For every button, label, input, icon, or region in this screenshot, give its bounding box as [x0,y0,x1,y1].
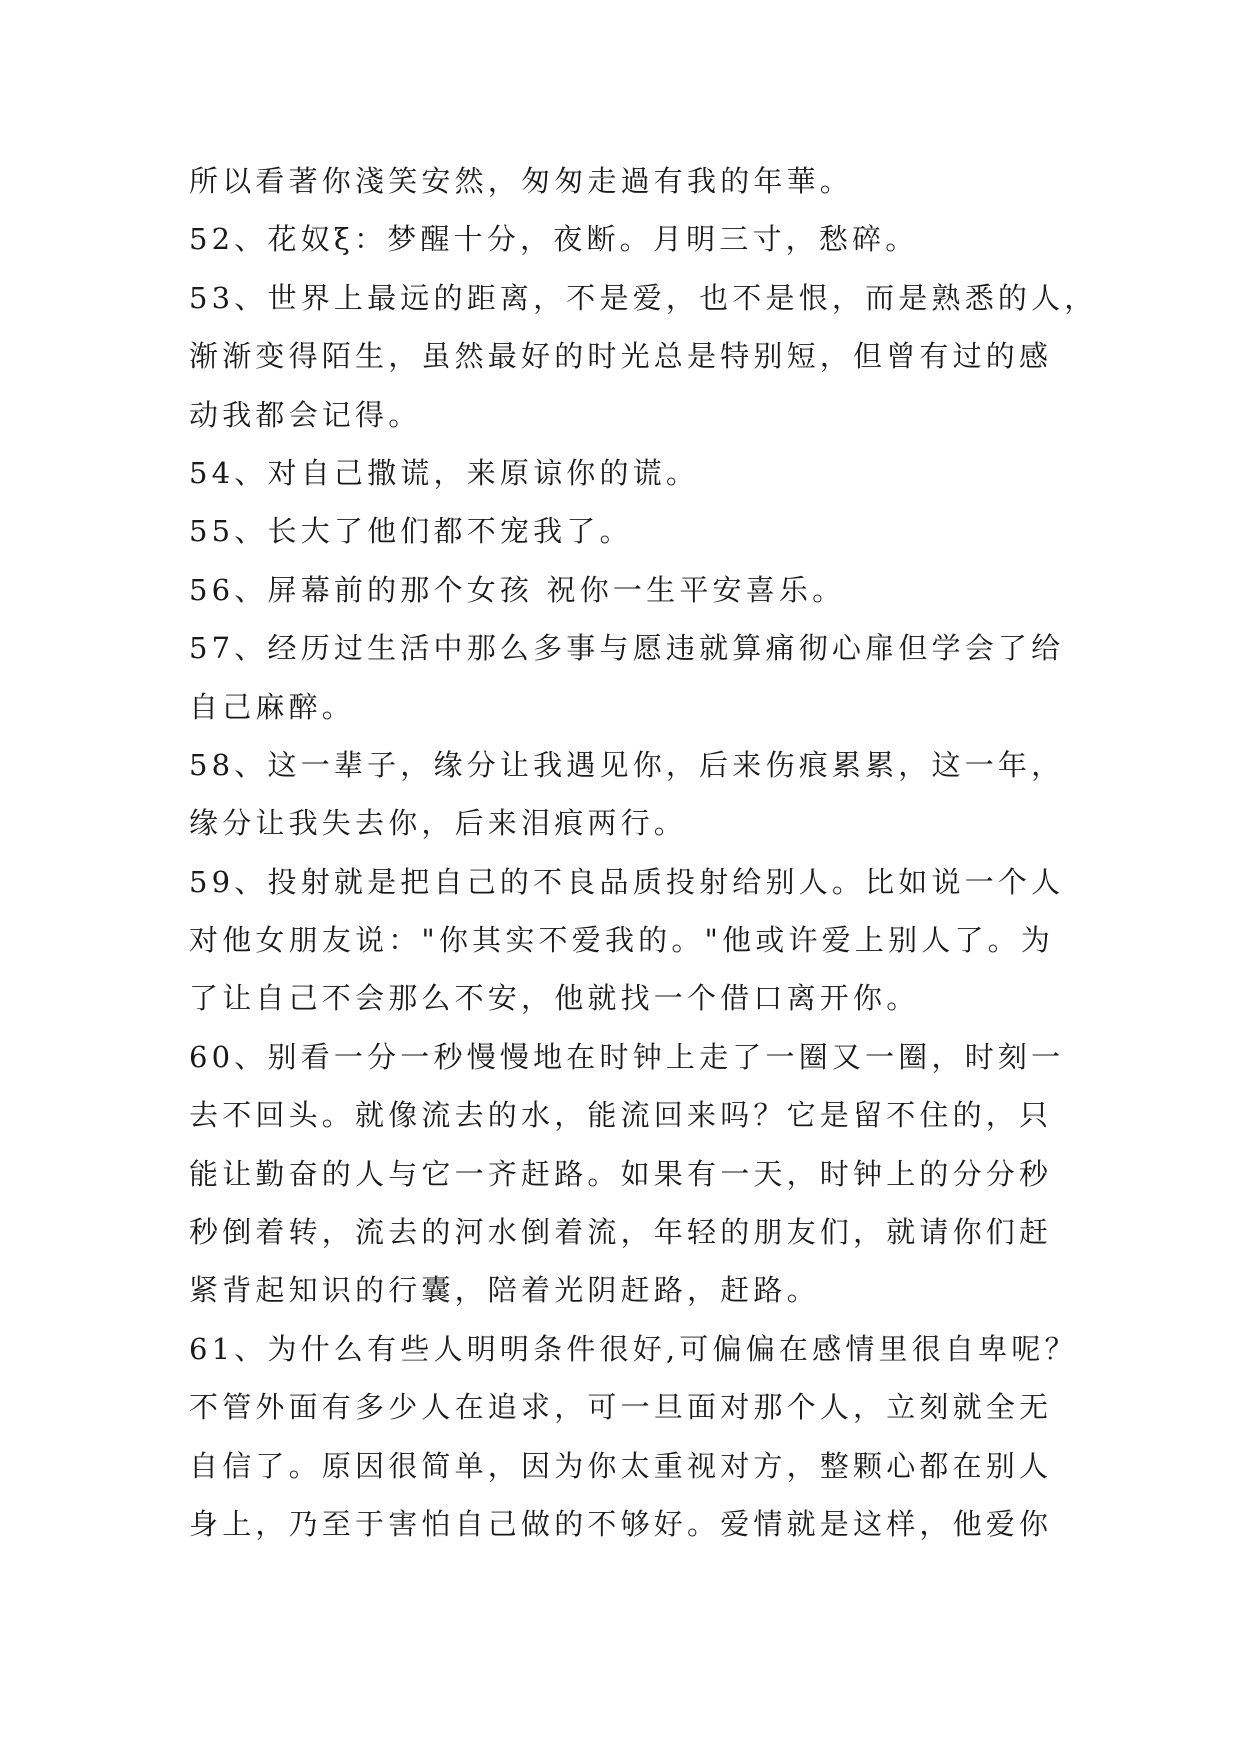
text-line: 动我都会记得。 [189,397,422,432]
document-body [189,152,1098,1553]
text-line: 61、为什么有些人明明条件很好,可偏偏在感情里很自卑呢？ [189,1331,1078,1366]
text-line: 秒倒着转，流去的河水倒着流，年轻的朋友们，就请你们赶 [189,1215,1053,1250]
text-line: 57、经历过生活中那么多事与愿违就算痛彻心扉但学会了给 [189,631,1065,666]
text-line: 渐渐变得陌生，虽然最好的时光总是特别短，但曾有过的感 [189,339,1053,374]
text-line: 58、这一辈子，缘分让我遇见你，后来伤痕累累，这一年， [189,747,1065,782]
text-line: 54、对自己撒谎，来原谅你的谎。 [189,455,700,490]
text-line: 60、别看一分一秒慢慢地在时钟上走了一圈又一圈，时刻一 [189,1039,1065,1074]
text-line: 53、世界上最远的距离，不是爱，也不是恨，而是熟悉的人， [189,280,1098,315]
text-line: 52、花奴ξ：梦醒十分，夜断。月明三寸，愁碎。 [189,222,919,257]
text-line: 59、投射就是把自己的不良品质投射给别人。比如说一个人 [189,864,1065,899]
text-line: 去不回头。就像流去的水，能流回来吗？它是留不住的，只 [189,1098,1053,1133]
text-line: 缘分让我失去你，后来泪痕两行。 [189,806,688,841]
text-line: 自信了。原因很简单，因为你太重视对方，整颗心都在别人 [189,1448,1053,1483]
text-line: 紧背起知识的行囊，陪着光阴赶路，赶路。 [189,1273,820,1308]
text-line: 56、屏幕前的那个女孩 祝你一生平安喜乐。 [189,572,846,607]
text-line: 对他女朋友说："你其实不爱我的。"他或许爱上别人了。为 [189,923,1055,958]
text-line: 不管外面有多少人在追求，可一旦面对那个人，立刻就全无 [189,1390,1053,1425]
text-line: 55、长大了他们都不宠我了。 [189,514,633,549]
text-line: 所以看著你淺笑安然，匆匆走過有我的年華。 [189,164,854,198]
text-line: 自己麻醉。 [189,689,356,724]
text-line: 能让勤奋的人与它一齐赶路。如果有一天，时钟上的分分秒 [189,1156,1053,1191]
text-line: 身上，乃至于害怕自己做的不够好。爱情就是这样，他爱你 [189,1506,1053,1541]
text-line: 了让自己不会那么不安，他就找一个借口离开你。 [189,981,920,1016]
